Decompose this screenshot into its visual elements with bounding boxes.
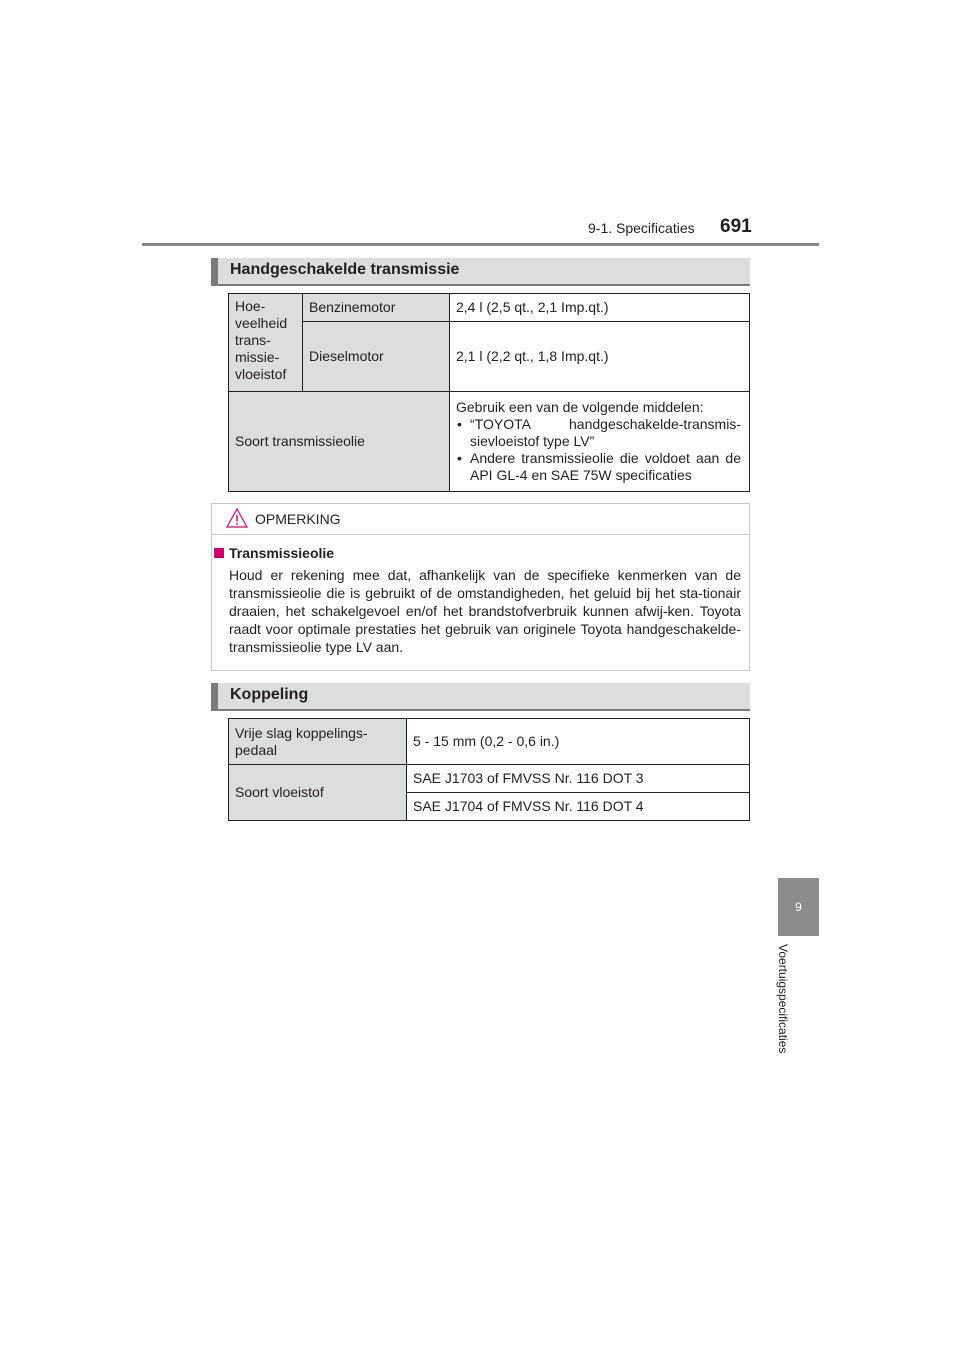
section-underline — [211, 709, 750, 711]
free-play-label: Vrije slag koppelings- pedaal — [229, 719, 407, 765]
quantity-label: Hoe- veelheid trans- missie- vloeistof — [229, 294, 303, 392]
section-header-clutch — [211, 683, 750, 709]
notice-header — [212, 504, 749, 535]
fluid-type-value: SAE J1704 of FMVSS Nr. 116 DOT 4 — [407, 793, 750, 821]
clutch-spec-table — [228, 718, 750, 821]
notice-box — [211, 503, 750, 671]
list-item: • Andere transmissieolie die voldoet aan de API GL-4 en SAE 75W specificaties — [456, 450, 741, 484]
chapter-label-text: Voertuigspecificaties — [776, 944, 790, 1054]
oil-type-list — [456, 416, 741, 484]
section-title: Handgeschakelde transmissie — [230, 261, 460, 278]
oil-type-value — [450, 392, 750, 492]
notice-title: OPMERKING — [255, 511, 341, 527]
header-section-title: 9-1. Specificaties — [588, 220, 695, 236]
free-play-value: 5 - 15 mm (0,2 - 0,6 in.) — [407, 719, 750, 765]
diesel-label: Dieselmotor — [303, 322, 450, 392]
fluid-type-label: Soort vloeistof — [229, 765, 407, 821]
warning-triangle-icon — [226, 508, 248, 528]
oil-type-intro: Gebruik een van de volgende middelen: — [456, 398, 704, 415]
notice-text: Houd er rekening mee dat, afhankelijk van de specifieke kenmerken van de transmissieolie die is gebruikt of de omstandigheden, het geluid bij het sta-tionair draaien, het schakelgevoel en/of het brandstofverbruik kunnen afwij-ken. Toyota raadt voor optimale prestaties het gebruik van originele Toyota handgeschakelde-transmissieolie type LV aan. — [229, 567, 741, 655]
list-item: • “TOYOTA handgeschakelde-transmis-sievloeistof type LV” — [456, 416, 741, 450]
chapter-tab[interactable] — [778, 878, 819, 936]
square-bullet-icon — [214, 548, 224, 558]
chapter-label — [776, 944, 808, 1078]
petrol-label: Benzinemotor — [303, 294, 450, 322]
diesel-value: 2,1 l (2,2 qt., 1,8 Imp.qt.) — [450, 322, 750, 392]
section-title: Koppeling — [230, 686, 309, 703]
transmission-spec-table — [228, 293, 750, 492]
chapter-number: 9 — [795, 900, 802, 914]
header-rule — [142, 243, 819, 246]
page-number: 691 — [720, 216, 752, 237]
section-header-transmission — [211, 258, 750, 284]
fluid-type-value: SAE J1703 of FMVSS Nr. 116 DOT 3 — [407, 765, 750, 793]
petrol-value: 2,4 l (2,5 qt., 2,1 Imp.qt.) — [450, 294, 750, 322]
oil-type-label: Soort transmissieolie — [229, 392, 450, 492]
section-underline — [211, 284, 750, 286]
notice-subtitle: Transmissieolie — [229, 545, 335, 561]
